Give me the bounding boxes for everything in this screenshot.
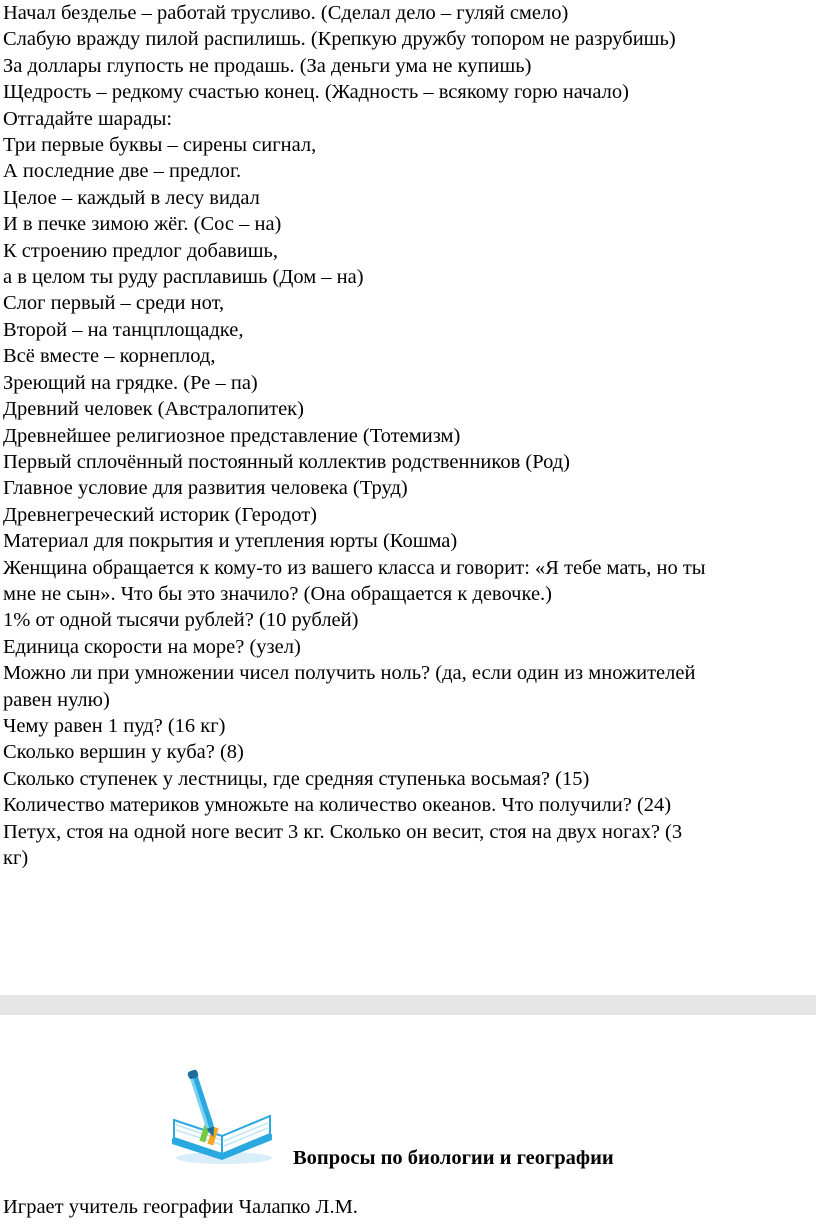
- text-line: 1% от одной тысячи рублей? (10 рублей): [3, 609, 359, 632]
- text-line: Сколько вершин у куба? (8): [3, 741, 244, 764]
- text-line: Слабую вражду пилой распилишь. (Крепкую дружбу топором не разрубишь): [3, 28, 676, 51]
- text-line: Древнейшее религиозное представление (Тотемизм): [3, 424, 461, 447]
- text-line: А последние две – предлог.: [3, 160, 242, 183]
- text-line: К строению предлог добавишь,: [3, 239, 278, 262]
- text-line: Можно ли при умножении чисел получить ноль? (да, если один из множителей: [3, 662, 696, 685]
- text-line: Три первые буквы – сирены сигнал,: [3, 134, 317, 157]
- text-line: Первый сплочённый постоянный коллектив родственников (Род): [3, 450, 571, 473]
- text-line: Количество материков умножьте на количество океанов. Что получили? (24): [3, 794, 672, 817]
- footer-text: Играет учитель географии Чалапко Л.М.: [3, 1196, 358, 1218]
- text-line: Щедрость – редкому счастью конец. (Жадность – всякому горю начало): [3, 81, 629, 104]
- text-line: Женщина обращается к кому-то из вашего класса и говорит: «Я тебе мать, но ты: [3, 556, 706, 579]
- text-line: Начал безделье – работай трусливо. (Сделал дело – гуляй смело): [3, 2, 569, 24]
- text-line: Чему равен 1 пуд? (16 кг): [3, 714, 226, 737]
- text-line: а в целом ты руду расплавишь (Дом – на): [3, 266, 364, 289]
- text-line: мне не сын». Что бы это значило? (Она обращается к девочке.): [3, 582, 552, 605]
- text-line: Единица скорости на море? (узел): [3, 635, 301, 658]
- text-line: Целое – каждый в лесу видал: [3, 186, 260, 209]
- text-line: кг): [3, 847, 29, 869]
- text-line: Второй – на танцплощадке,: [3, 318, 244, 341]
- document-body: [3, 0, 813, 871]
- text-line: Слог первый – среди нот,: [3, 292, 225, 315]
- text-line: Всё вместе – корнеплод,: [3, 345, 216, 368]
- text-line: Древний человек (Австралопитек): [3, 398, 304, 421]
- text-line: И в печке зимою жёг. (Сос – на): [3, 213, 282, 236]
- text-line: Зреющий на грядке. (Ре – па): [3, 371, 258, 394]
- text-line: равен нулю): [3, 688, 110, 711]
- text-line: Древнегреческий историк (Геродот): [3, 503, 318, 526]
- book-pen-icon: [166, 1068, 278, 1168]
- text-line: Петух, стоя на одной ноге весит 3 кг. Сколько он весит, стоя на двух ногах? (3: [3, 820, 683, 843]
- text-line: За доллары глупость не продашь. (За деньги ума не купишь): [3, 54, 532, 77]
- text-line: Сколько ступенек у лестницы, где средняя ступенька восьмая? (15): [3, 767, 590, 790]
- text-line: Главное условие для развития человека (Труд): [3, 477, 408, 500]
- text-line: Отгадайте шарады:: [3, 107, 173, 130]
- section-heading: Вопросы по биологии и географии: [293, 1147, 614, 1169]
- text-line: Материал для покрытия и утепления юрты (Кошма): [3, 530, 458, 553]
- section-divider: [0, 995, 816, 1015]
